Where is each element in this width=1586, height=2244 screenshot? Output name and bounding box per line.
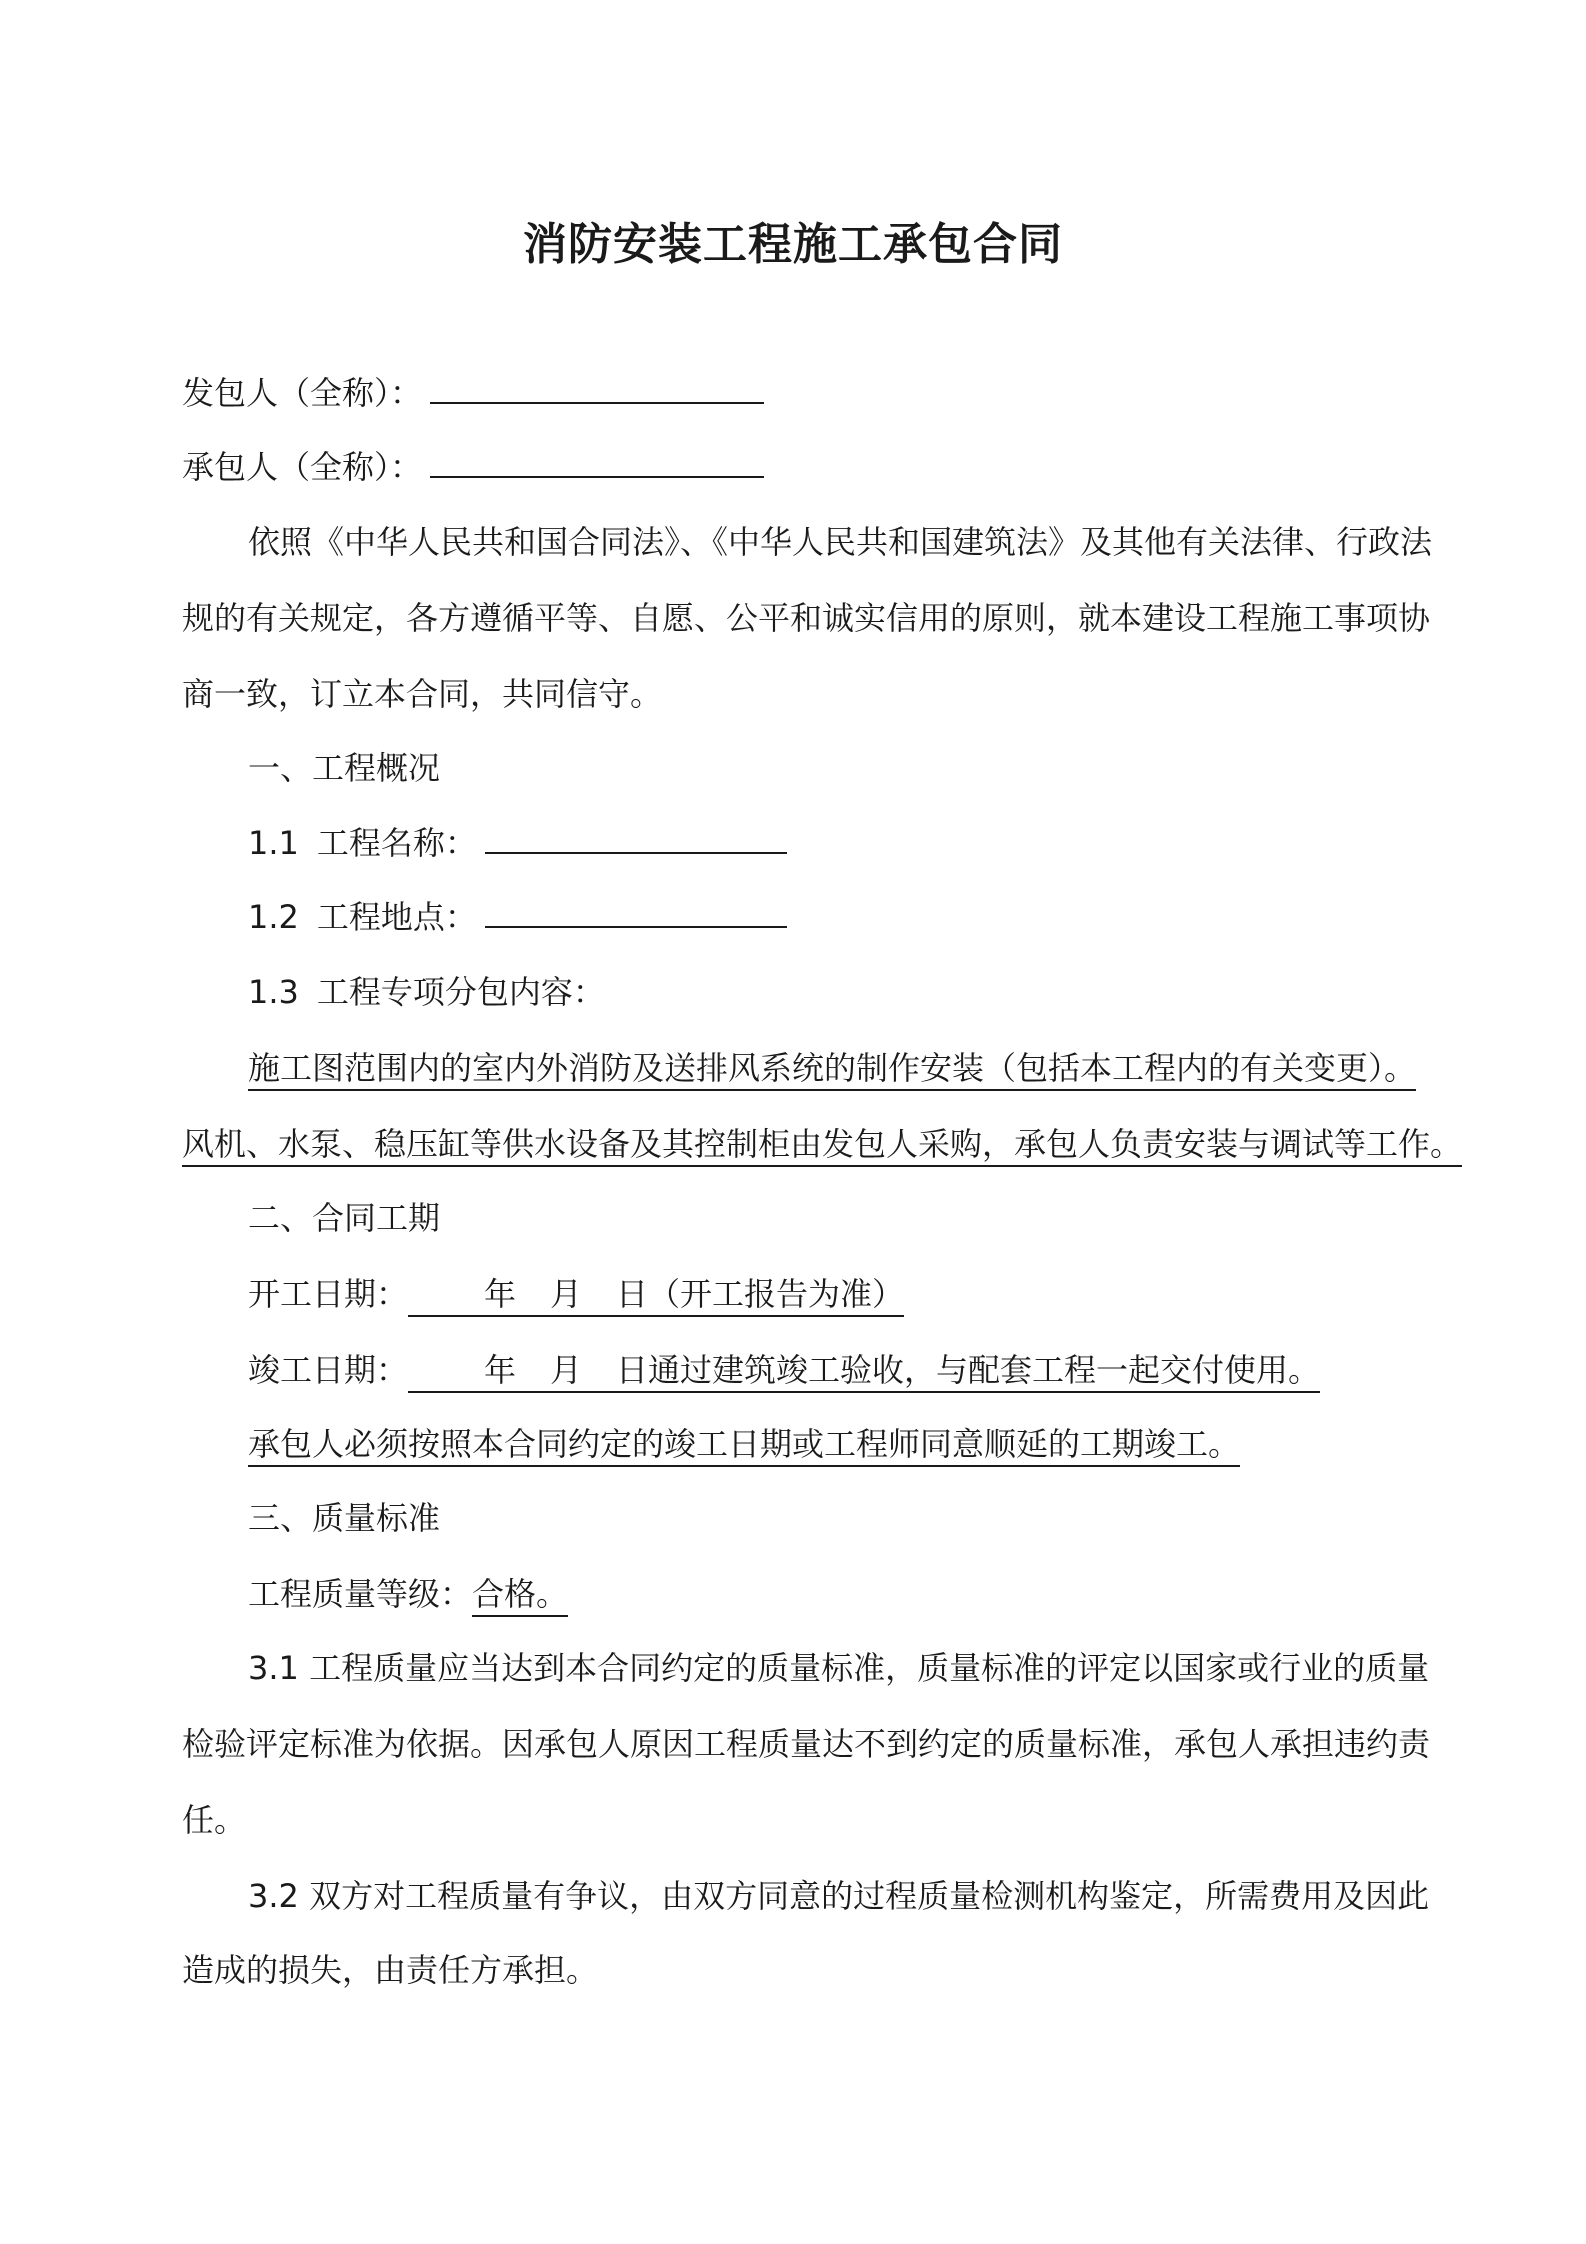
scope-text: 施工图范围内的室内外消防及送排风系统的制作安装（包括本工程内的有关变更）。 xyxy=(248,1049,1416,1091)
schedule-note-line xyxy=(248,1424,1240,1464)
employer-blank[interactable] xyxy=(430,372,764,404)
page-title: 消防安装工程施工承包合同 xyxy=(523,219,1063,270)
scope-line xyxy=(248,1048,1416,1088)
section-heading: 三、质量标准 xyxy=(248,1499,441,1537)
item-number: 1.2 xyxy=(248,898,299,936)
project-name-label: 工程名称： xyxy=(316,824,477,862)
subcontract-scope-line xyxy=(248,972,605,1012)
contractor-line xyxy=(182,446,764,487)
preamble-line: 规的有关规定，各方遵循平等、自愿、公平和诚实信用的原则，就本建设工程施工事项协 xyxy=(182,599,1431,637)
quality-grade-line xyxy=(248,1574,568,1614)
completion-date-field[interactable]: 年 月 日通过建筑竣工验收，与配套工程一起交付使用。 xyxy=(408,1351,1320,1393)
start-date-line xyxy=(248,1274,904,1314)
start-date-field[interactable]: 年 月 日（开工报告为准） xyxy=(408,1275,904,1317)
project-location-blank[interactable] xyxy=(485,896,787,928)
clause-3-1-line: 检验评定标准为依据。因承包人原因工程质量达不到约定的质量标准，承包人承担违约责 xyxy=(182,1725,1431,1763)
employer-label: 发包人（全称）： xyxy=(182,374,423,412)
completion-date-line xyxy=(248,1350,1320,1390)
start-date-label: 开工日期： xyxy=(248,1275,409,1313)
completion-date-label: 竣工日期： xyxy=(248,1351,409,1389)
project-name-line xyxy=(248,822,787,863)
clause-3-2-line: 造成的损失，由责任方承担。 xyxy=(182,1951,599,1989)
project-location-line xyxy=(248,896,787,937)
project-name-blank[interactable] xyxy=(485,822,787,854)
contractor-label: 承包人（全称）： xyxy=(182,448,423,486)
section-heading: 一、工程概况 xyxy=(248,749,441,787)
item-number: 1.3 xyxy=(248,973,299,1011)
section-heading: 二、合同工期 xyxy=(248,1199,441,1237)
scope-line xyxy=(182,1124,1462,1164)
subcontract-scope-label: 工程专项分包内容： xyxy=(316,973,605,1011)
quality-grade-label: 工程质量等级： xyxy=(248,1575,473,1613)
preamble-line: 依照《中华人民共和国合同法》、《中华人民共和国建筑法》及其他有关法律、行政法 xyxy=(248,523,1433,561)
clause-3-1-line: 任。 xyxy=(182,1801,247,1839)
project-location-label: 工程地点： xyxy=(316,898,477,936)
scope-text: 风机、水泵、稳压缸等供水设备及其控制柜由发包人采购，承包人负责安装与调试等工作。 xyxy=(182,1125,1462,1167)
employer-line xyxy=(182,372,764,413)
clause-3-1-line: 3.1 工程质量应当达到本合同约定的质量标准，质量标准的评定以国家或行业的质量 xyxy=(248,1649,1430,1687)
schedule-note: 承包人必须按照本合同约定的竣工日期或工程师同意顺延的工期竣工。 xyxy=(248,1425,1240,1467)
item-number: 1.1 xyxy=(248,824,299,862)
clause-3-2-line: 3.2 双方对工程质量有争议，由双方同意的过程质量检测机构鉴定，所需费用及因此 xyxy=(248,1877,1430,1915)
preamble-line: 商一致，订立本合同，共同信守。 xyxy=(182,675,663,713)
contractor-blank[interactable] xyxy=(430,446,764,478)
quality-grade-value: 合格。 xyxy=(472,1575,568,1617)
